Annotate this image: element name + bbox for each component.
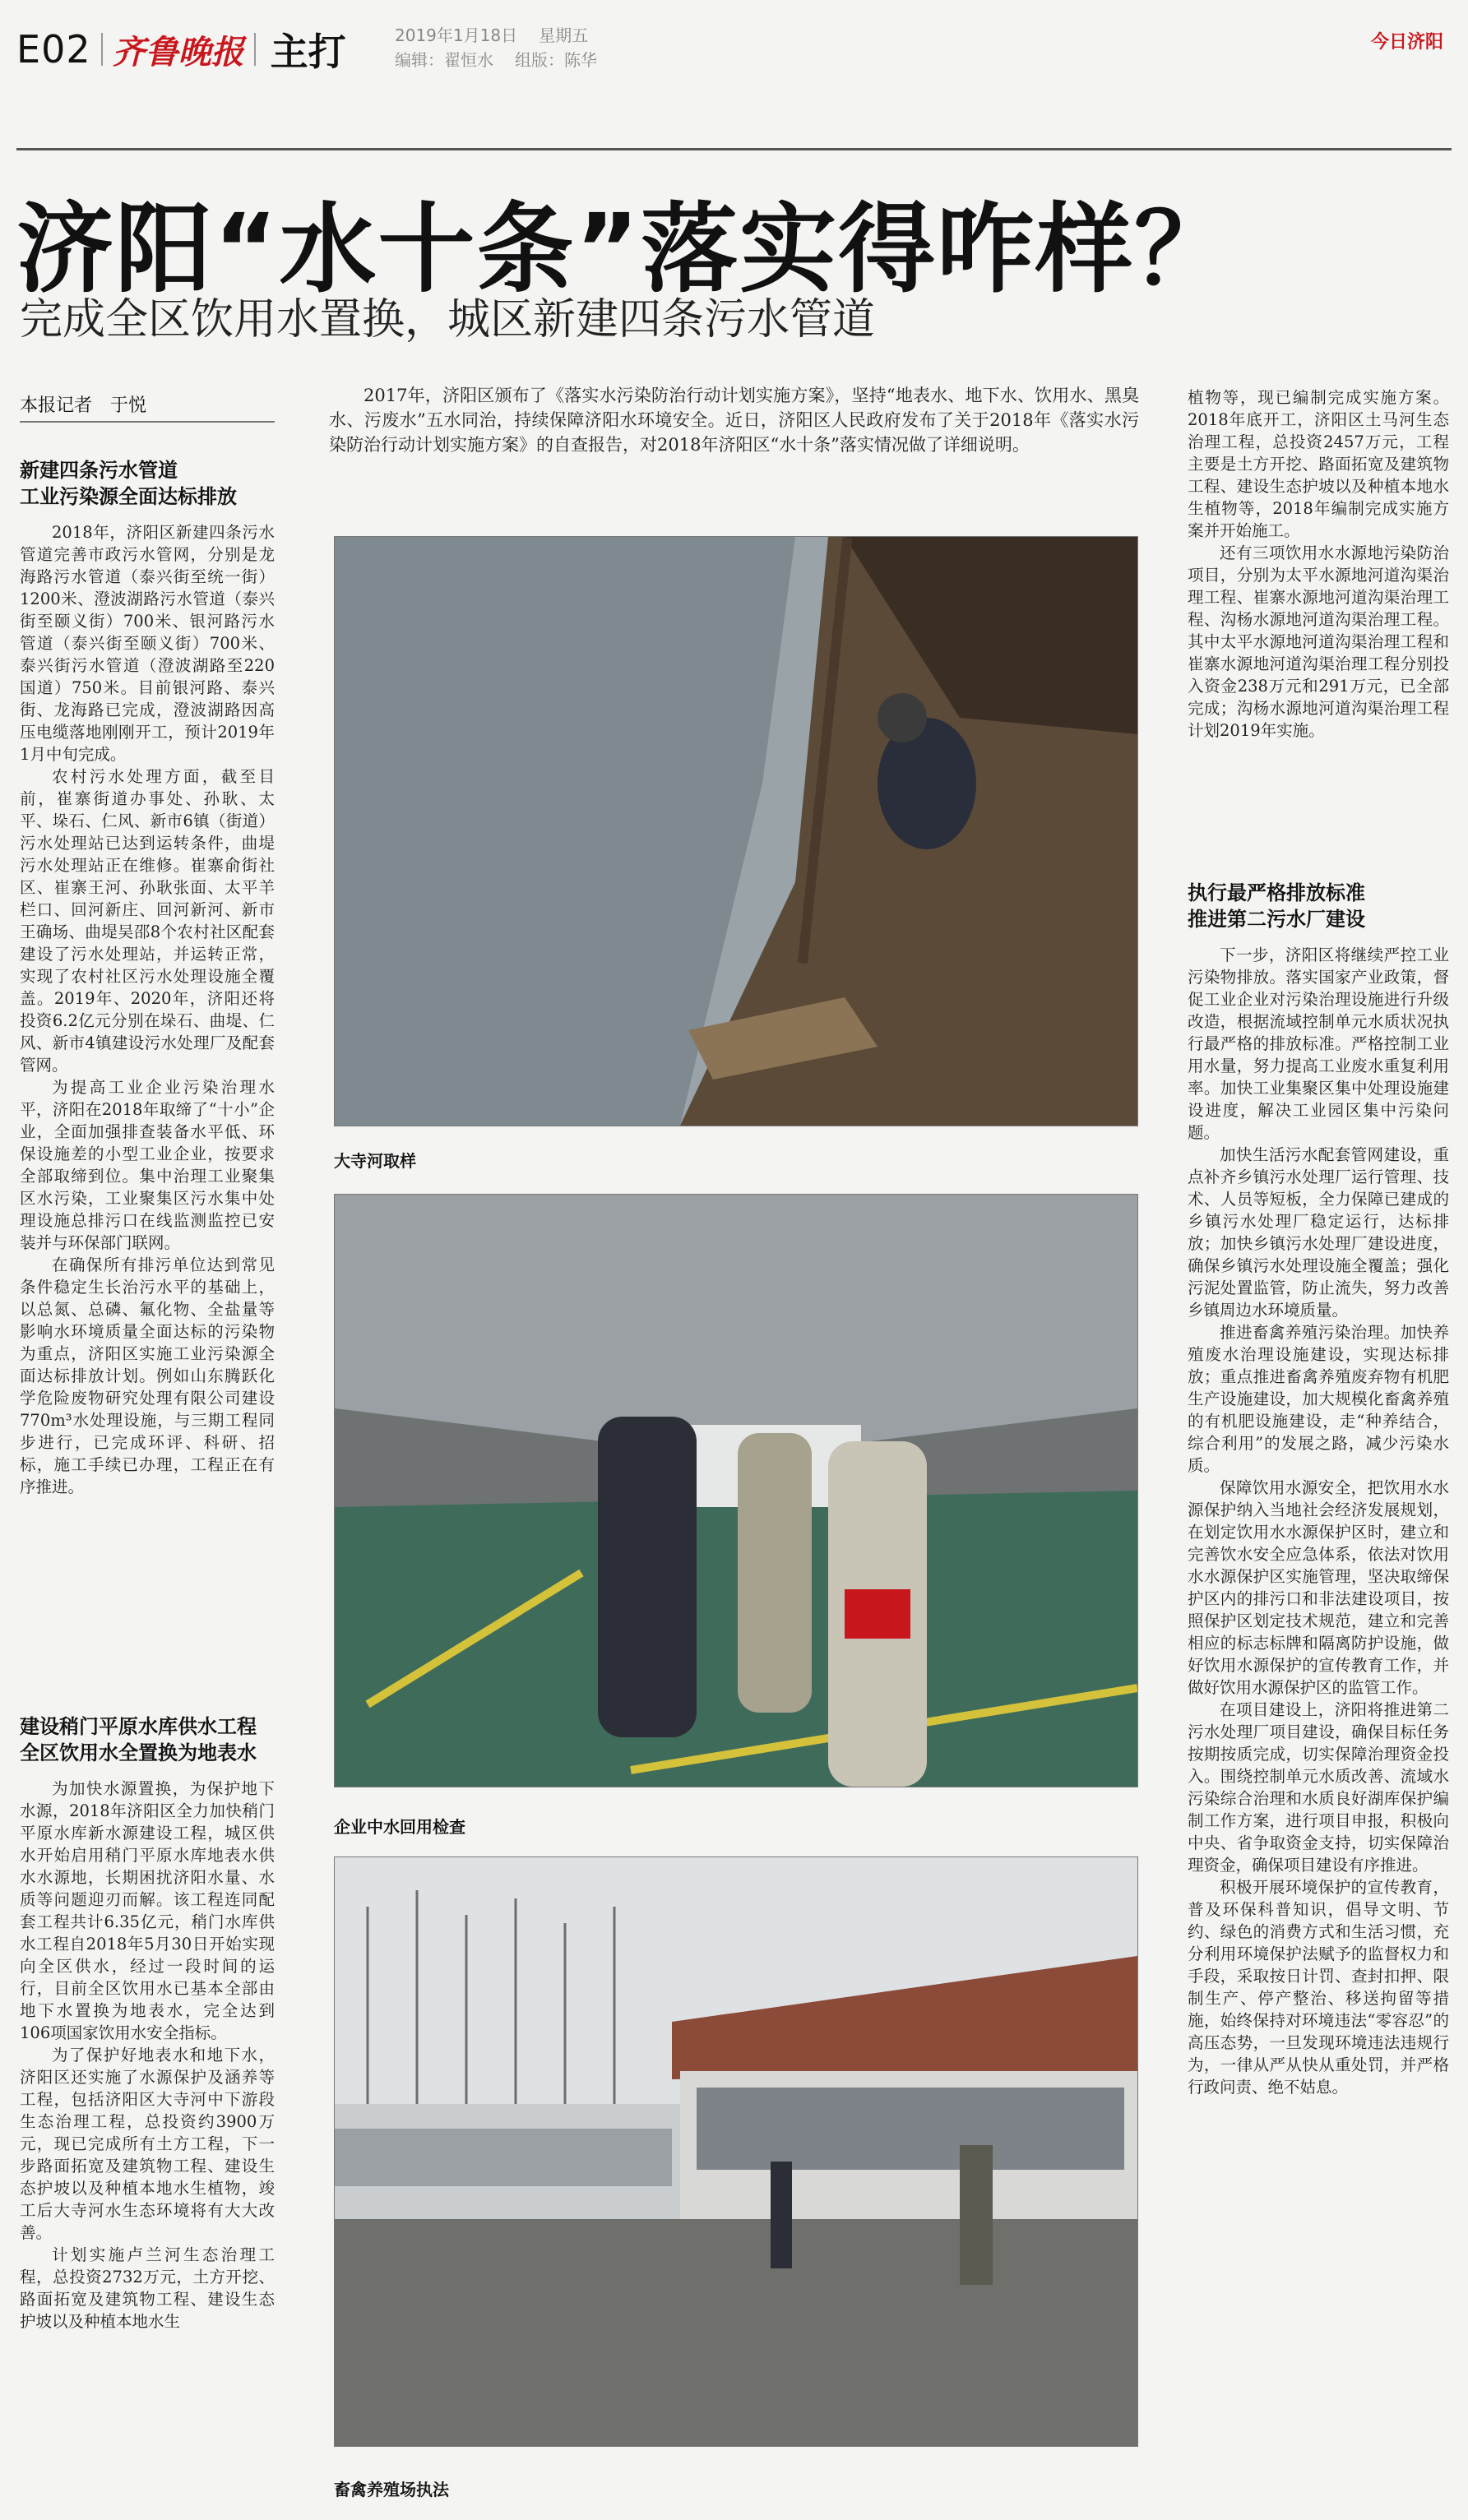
paragraph: 保障饮用水源安全，把饮用水水源保护纳入当地社会经济发展规划，在划定饮用水水源保护区时，建立和完善饮水安全应急体系，依法对饮用水水源保护区实施管理，坚决取缔保护区内的排污口和非法建设项目，按照保护区划定技术规范，建立和完善相应的标志标牌和隔离防护设施，做好饮用水源保护的宣传教育工作，并做好饮用水源保护区的监管工作。: [1188, 1478, 1449, 1697]
section1-heading-line1: 新建四条污水管道: [20, 459, 178, 482]
right-column: [1188, 386, 1449, 2481]
paragraph: 在确保所有排污单位达到常见条件稳定生长治污水平的基础上，以总氮、总磷、氟化物、全盐量等影响水环境质量全面达标的污染物为重点，济阳区实施工业污染源全面达标排放计划。例如山东腾跃化学危险废物研究处理有限公司建设770m³水处理设施，与三期工程同步进行，已完成环评、科研、招标，施工手续已办理，工程正在有序推进。: [20, 1255, 275, 1496]
column3-body-bottom: [1188, 944, 1449, 2481]
issue-weekday: 星期五: [539, 25, 589, 45]
headline: 济阳“水十条”落实得咋样？: [16, 192, 1234, 306]
newspaper-logo: 齐鲁晚报: [112, 32, 244, 72]
masthead-divider-2: [254, 33, 256, 66]
river-sampling-photo: [334, 536, 1138, 1126]
section-name: 主打: [270, 30, 346, 74]
paragraph: 下一步，济阳区将继续严控工业污染物排放。落实国家产业政策，督促工业企业对污染治理设施进行升级改造，根据流域控制单元水质状况执行最严格的排放标准。严格控制工业用水量，努力提高工业废水重复利用率。加快工业集聚区集中处理设施建设进度，解决工业园区集中污染问题。: [1188, 946, 1449, 1142]
paragraph: 为加快水源置换，为保护地下水源，2018年济阳区全力加快稍门平原水库新水源建设工程，城区供水开始启用稍门平原水库地表水供水水源地，长期困扰济阳水量、水质等问题迎刃而解。该工程连同配套工程共计6.35亿元，稍门水库供水工程自2018年5月30日开始实现向全区供水，经过一段时间的运行，目前全区饮用水已基本全部由地下水置换为地表水，完全达到106项国家饮用水安全指标。: [20, 1779, 275, 2042]
section3-heading: [1188, 880, 1449, 932]
editor-credit: 编辑：翟恒水: [395, 50, 493, 70]
layout-credit: 组版：陈华: [515, 50, 597, 70]
section1-heading: [20, 457, 275, 510]
subheadline: 完成全区饮用水置换，城区新建四条污水管道: [20, 295, 876, 344]
byline-rule: [20, 421, 275, 423]
section2-heading: [20, 1713, 275, 1766]
section3-heading-line1: 执行最严格排放标准: [1188, 881, 1365, 904]
paragraph: 积极开展环境保护的宣传教育，普及环保科普知识，倡导文明、节约、绿色的消费方式和生活习惯，充分利用环境保护法赋予的监督权力和手段，采取按日计罚、查封扣押、限制生产、停产整治、移送拘留等措施，始终保持对环境违法“零容忍”的高压态势，一旦发现环境违法违规行为，一律从严从快从重处罚，并严格行政问责、绝不姑息。: [1188, 1878, 1449, 2097]
section1-heading-line2: 工业污染源全面达标排放: [20, 485, 237, 508]
photo-caption-1: 大寺河取样: [334, 1151, 416, 1171]
paragraph: 2018年，济阳区新建四条污水管道完善市政污水管网，分别是龙海路污水管道（泰兴街至统一街）1200米、澄波湖路污水管道（泰兴街至颐义街）700米、银河路污水管道（泰兴街至颐义街）700米、泰兴街污水管道（澄波湖路至220国道）750米。目前银河路、泰兴街、龙海路已完成，澄波湖路因高压电缆落地刚刚开工，预计2019年1月中旬完成。: [20, 523, 275, 764]
paragraph: 植物等，现已编制完成实施方案。2018年底开工，济阳区土马河生态治理工程，总投资2457万元，工程主要是土方开挖、路面拓宽及建筑物工程、建设生态护坡以及种植本地水生植物等，2018年编制完成实施方案并开始施工。: [1188, 388, 1449, 540]
paragraph: 加快生活污水配套管网建设，重点补齐乡镇污水处理厂运行管理、技术、人员等短板，全力保障已建成的乡镇污水处理厂稳定运行，达标排放；加快乡镇污水处理厂建设进度，确保乡镇污水处理设施全覆盖；强化污泥处置监管，防止流失，努力改善乡镇周边水环境质量。: [1188, 1145, 1449, 1320]
left-column: [20, 457, 275, 2509]
paragraph: 计划实施卢兰河生态治理工程，总投资2732万元，土方开挖、路面拓宽及建筑物工程、建设生态护坡以及种植本地水生: [20, 2245, 275, 2331]
top-rule: [16, 148, 1452, 150]
page-number: E02: [16, 27, 91, 72]
column3-body-top: [1188, 386, 1449, 863]
warehouse-inspection-photo: [334, 1194, 1138, 1787]
photo-caption-3: 畜禽养殖场执法: [334, 2480, 449, 2499]
paragraph: 在项目建设上，济阳将推进第二污水处理厂项目建设，确保目标任务按期按质完成，切实保障治理资金投入。围绕控制单元水质改善、流域水污染综合治理和水质良好湖库保护编制工作方案，进行项目申报，积极向中央、省争取资金支持，切实保障治理资金，确保项目建设有序推进。: [1188, 1700, 1449, 1875]
paragraph: 为了保护好地表水和地下水，济阳区还实施了水源保护及涵养等工程，包括济阳区大寺河中下游段生态治理工程，总投资约3900万元，现已完成所有土方工程，下一步路面拓宽及建筑物工程、建设生态护坡以及种植本地水生植物，竣工后大寺河水生态环境将有大大改善。: [20, 2046, 275, 2242]
masthead-divider: [101, 33, 103, 66]
section2-heading-line2: 全区饮用水全置换为地表水: [20, 1741, 257, 1764]
lead-paragraph: 2017年，济阳区颁布了《落实水污染防治行动计划实施方案》，坚持“地表水、地下水、饮用水、黑臭水、污废水”五水同治，持续保障济阳水环境安全。近日，济阳区人民政府发布了关于2018年《落实水污染防治行动计划实施方案》的自查报告，对2018年济阳区“水十条”落实情况做了详细说明。: [329, 386, 1139, 455]
paragraph: 还有三项饮用水水源地污染防治项目，分别为太平水源地河道沟渠治理工程、崔寨水源地河道沟渠治理工程、沟杨水源地河道沟渠治理工程。其中太平水源地河道沟渠治理工程和崔寨水源地河道沟渠治理工程分别投入资金238万元和291万元，已全部完成；沟杨水源地河道沟渠治理工程计划2019年实施。: [1188, 543, 1449, 740]
livestock-farm-photo: [334, 1856, 1138, 2447]
masthead: [16, 25, 346, 74]
section2-body: [20, 1778, 275, 2509]
section2-heading-line1: 建设稍门平原水库供水工程: [20, 1715, 257, 1738]
photo-caption-2: 企业中水回用检查: [334, 1817, 465, 1837]
paragraph: 为提高工业企业污染治理水平，济阳在2018年取缔了“十小”企业，全面加强排查装备水平低、环保设施差的小型工业企业，按要求全部取缔到位。集中治理工业聚集区水污染，工业聚集区污水集中处理设施总排污口在线监测监控已安装并与环保部门联网。: [20, 1078, 275, 1252]
issue-date: 2019年1月18日: [395, 25, 518, 45]
paragraph: 推进畜禽养殖污染治理。加快养殖废水治理设施建设，实现达标排放；重点推进畜禽养殖废弃物有机肥生产设施建设，加大规模化畜禽养殖的有机肥设施建设，走“种养结合，综合利用”的发展之路，减少污染水质。: [1188, 1323, 1449, 1475]
issue-meta: [395, 23, 618, 72]
paragraph: 农村污水处理方面，截至目前，崔寨街道办事处、孙耿、太平、垛石、仁风、新市6镇（街道）污水处理站已达到运转条件，曲堤污水处理站正在维修。崔寨俞街社区、崔寨王河、孙耿张面、太平羊栏口、回河新庄、回河新河、新市王确场、曲堤吴邵8个农村社区配套建设了污水处理站，并运转正常，实现了农村社区污水处理设施全覆盖。2019年、2020年，济阳还将投资6.2亿元分别在垛石、曲堤、仁风、新市4镇建设污水处理厂及配套管网。: [20, 767, 275, 1075]
section3-heading-line2: 推进第二污水厂建设: [1188, 908, 1365, 931]
byline: 本报记者 于悦: [20, 395, 147, 416]
section1-body: [20, 521, 275, 1689]
corner-label: 今日济阳: [1370, 32, 1443, 53]
